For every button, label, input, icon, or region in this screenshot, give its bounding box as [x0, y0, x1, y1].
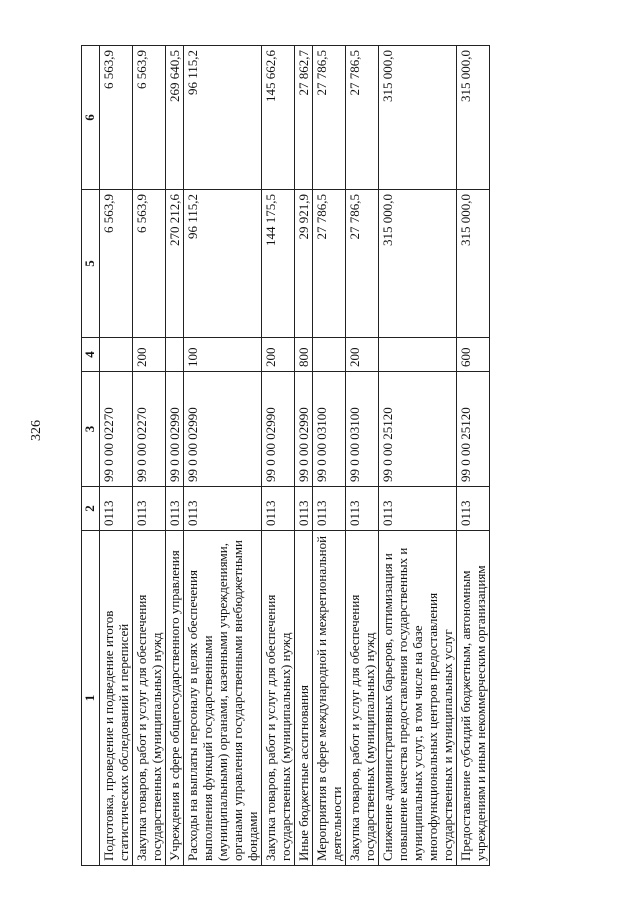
header-col-2: 2 [82, 487, 100, 531]
row-section-code: 0113 [346, 487, 379, 531]
row-amount-col6: 27 786,5 [346, 46, 379, 190]
row-amount-col6: 315 000,0 [457, 46, 490, 190]
row-amount-col6: 6 563,9 [133, 46, 166, 190]
row-target-article: 99 0 00 03100 [313, 372, 346, 487]
page-number: 326 [29, 420, 44, 441]
row-target-article: 99 0 00 02990 [295, 372, 313, 487]
row-amount-col5: 96 115,2 [184, 190, 262, 338]
row-amount-col5: 27 786,5 [346, 190, 379, 338]
row-target-article: 99 0 00 02270 [100, 372, 133, 487]
row-target-article: 99 0 00 03100 [346, 372, 379, 487]
row-name: Подготовка, проведение и подведение итогов статистических обследований и переписей [100, 531, 133, 866]
row-section-code: 0113 [262, 487, 295, 531]
table-row [379, 46, 457, 866]
budget-table [81, 45, 490, 866]
row-name: Закупка товаров, работ и услуг для обеспечения государственных (муниципальных) нужд [262, 531, 295, 866]
table-row [166, 46, 184, 866]
row-amount-col5: 29 921,9 [295, 190, 313, 338]
row-name: Иные бюджетные ассигнования [295, 531, 313, 866]
row-name: Закупка товаров, работ и услуг для обеспечения государственных (муниципальных) нужд [133, 531, 166, 866]
header-col-3: 3 [82, 372, 100, 487]
row-name: Предоставление субсидий бюджетным, автономным учреждениям и иным некоммерческим организациям [457, 531, 490, 866]
row-target-article: 99 0 00 25120 [379, 372, 457, 487]
row-expense-type: 200 [346, 338, 379, 372]
row-expense-type [379, 338, 457, 372]
row-amount-col5: 270 212,6 [166, 190, 184, 338]
row-amount-col5: 315 000,0 [457, 190, 490, 338]
row-section-code: 0113 [166, 487, 184, 531]
row-amount-col5: 6 563,9 [133, 190, 166, 338]
row-expense-type: 200 [262, 338, 295, 372]
row-expense-type [313, 338, 346, 372]
row-target-article: 99 0 00 02990 [166, 372, 184, 487]
row-name: Закупка товаров, работ и услуг для обеспечения государственных (муниципальных) нужд [346, 531, 379, 866]
row-target-article: 99 0 00 02990 [262, 372, 295, 487]
table-row [262, 46, 295, 866]
row-amount-col5: 6 563,9 [100, 190, 133, 338]
row-amount-col6: 96 115,2 [184, 46, 262, 190]
row-section-code: 0113 [100, 487, 133, 531]
row-name: Учреждения в сфере общегосударственного управления [166, 531, 184, 866]
table-row [100, 46, 133, 866]
row-amount-col5: 144 175,5 [262, 190, 295, 338]
row-amount-col6: 27 786,5 [313, 46, 346, 190]
row-section-code: 0113 [313, 487, 346, 531]
row-expense-type: 200 [133, 338, 166, 372]
row-amount-col5: 315 000,0 [379, 190, 457, 338]
rotated-page-content [81, 46, 543, 866]
header-col-1: 1 [82, 531, 100, 866]
table-row [346, 46, 379, 866]
row-target-article: 99 0 00 02990 [184, 372, 262, 487]
table-row [295, 46, 313, 866]
header-col-6: 6 [82, 46, 100, 190]
table-row [133, 46, 166, 866]
row-name: Расходы на выплаты персоналу в целях обеспечения выполнения функций государственными (муниципальными) органами, казенными учреждениями, органами управления государственными внебюджетными фондами [184, 531, 262, 866]
row-section-code: 0113 [379, 487, 457, 531]
row-amount-col6: 315 000,0 [379, 46, 457, 190]
row-name: Снижение административных барьеров, оптимизация и повышение качества предоставления государственных и муниципальных услуг, в том числе на базе многофункциональных центров предоставления государственных и муниципальных услуг [379, 531, 457, 866]
row-expense-type: 100 [184, 338, 262, 372]
row-target-article: 99 0 00 25120 [457, 372, 490, 487]
row-amount-col5: 27 786,5 [313, 190, 346, 338]
row-amount-col6: 269 640,5 [166, 46, 184, 190]
header-col-5: 5 [82, 190, 100, 338]
row-section-code: 0113 [295, 487, 313, 531]
row-amount-col6: 145 662,6 [262, 46, 295, 190]
row-expense-type: 800 [295, 338, 313, 372]
row-amount-col6: 27 862,7 [295, 46, 313, 190]
row-amount-col6: 6 563,9 [100, 46, 133, 190]
row-expense-type: 600 [457, 338, 490, 372]
table-header-row [82, 46, 100, 866]
table-row [313, 46, 346, 866]
row-expense-type [100, 338, 133, 372]
row-target-article: 99 0 00 02270 [133, 372, 166, 487]
row-name: Мероприятия в сфере международной и межрегиональной деятельности [313, 531, 346, 866]
table-row [457, 46, 490, 866]
table-row [184, 46, 262, 866]
row-expense-type [166, 338, 184, 372]
row-section-code: 0113 [457, 487, 490, 531]
header-col-4: 4 [82, 338, 100, 372]
row-section-code: 0113 [133, 487, 166, 531]
row-section-code: 0113 [184, 487, 262, 531]
